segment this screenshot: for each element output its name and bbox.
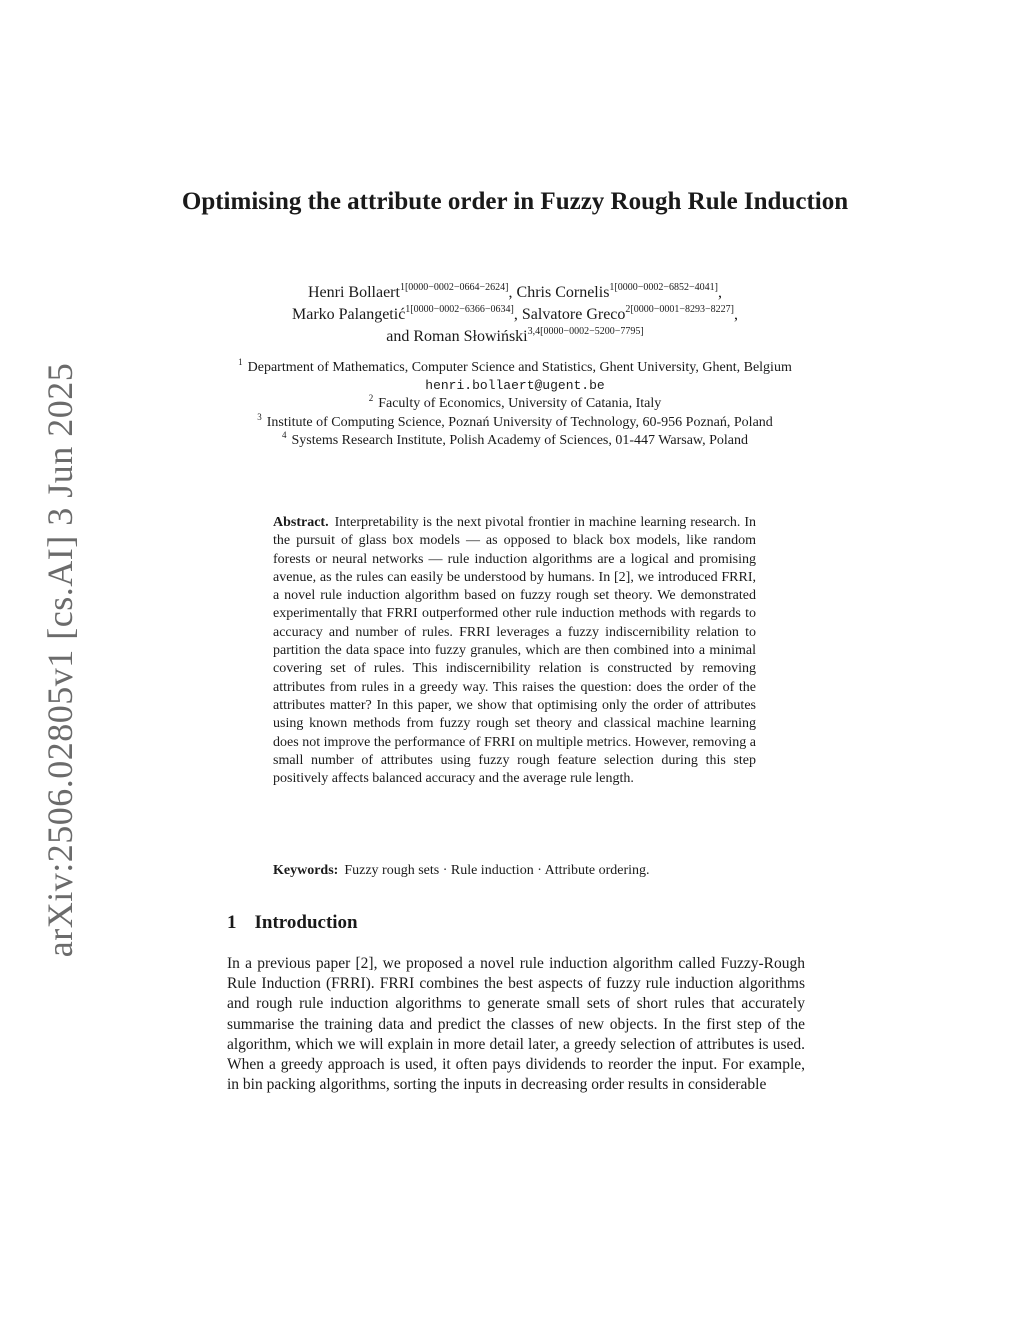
keywords-label: Keywords: [273, 863, 339, 878]
affiliation-item: $^2$ Faculty of Economics, University of Catania, Italy [368, 393, 662, 412]
affiliation-number: 1 [238, 357, 243, 367]
section-number: 1 [227, 912, 237, 933]
affiliation-list [225, 359, 805, 450]
section-title: Introduction [254, 912, 358, 933]
author-orcid: 1[0000−0002−6366−0634] [405, 304, 514, 315]
affiliation-number: 3 [257, 411, 262, 422]
author-name: Henri Bollaert [307, 284, 400, 301]
author-orcid: 3,4[0000−0002−5200−7795] [527, 326, 644, 337]
abstract [273, 514, 756, 788]
introduction-paragraph: In a previous paper [2], we proposed a novel rule induction algorithm called Fuzzy-Rough Rule Induction (FRRI). FRRI combines the best aspects of fuzzy rule induction algorithms and rough rule induction algorithms to generate small sets of short rules that accurately summarise the training data and predict the classes of new objects. In the first step of the algorithm, which we will explain in more detail later, a greedy selection of attributes is used. When a greedy approach is used, it often pays dividends to reorder the input. For example, in bin packing algorithms, sorting the inputs in decreasing order results in considerable [227, 955, 805, 1094]
affiliation-item: $^4$ Systems Research Institute, Polish Academy of Sciences, 01-447 Warsaw, Poland [281, 429, 749, 448]
affiliation-item: $^3$ Institute of Computing Science, Poznań University of Technology, 60-956 Poznań, Poland [257, 411, 773, 430]
author-orcid: 1[0000−0002−0664−2624] [399, 282, 509, 293]
paper-title: Optimising the attribute order in Fuzzy Rough Rule Induction [181, 188, 849, 215]
author-orcid: 1[0000−0002−6852−4041] [609, 282, 719, 293]
author-name: Salvatore Greco [521, 306, 626, 323]
author-email: henri.bollaert@ugent.be [425, 378, 605, 394]
author-orcid: 2[0000−0001−8293−8227] [625, 304, 734, 315]
affiliation-item: $^1$ Department of Mathematics, Computer Science and Statistics, Ghent University, Ghent, Belgium henri.bollaert@ugent.be [238, 357, 792, 394]
arxiv-identifier: arXiv:2506.02805v1 [cs.AI] 3 Jun 2025 [40, 362, 80, 958]
author-name: Chris Cornelis [516, 284, 610, 301]
affiliation-number: 2 [368, 393, 374, 404]
author-list: Henri Bollaert$^{1[0000-0002-0664-2624]}$, Chris Cornelis$^{1[0000-0002-6852-4041]}$, Marko Palangetić$^{1[0000-0002-6366-0634]}$, Salvatore Greco$^{2[0000-0001-8293-8227]}$, and Roman Słowiński$^{3,4[0000-0002-5200-7795]}$ [292, 282, 738, 345]
abstract-text: Interpretability is the next pivotal frontier in machine learning research. In the pursuit of glass box models — as opposed to black box models, like random forests or neural networks — rule induction algorithms are a logical and promising avenue, as the rules can easily be understood by humans. In [2], we introduced FRRI, a novel rule induction algorithm based on fuzzy rough set theory. We demonstrated experimentally that FRRI outperformed other rule induction methods with regards to accuracy and number of rules. FRRI leverages a fuzzy indiscernibility relation to partition the data space into fuzzy granules, which are then combined into a minimal covering set of rules. This indiscernibility relation is constructed by removing attributes from rules in a greedy way. This raises the question: does the order of the attributes matter? In this paper, we show that optimising only the order of attributes using known methods from fuzzy rough set theory and classical machine learning does not improve the performance of FRRI on multiple metrics. However, removing a small number of attributes using fuzzy rough feature selection during this step positively affects balanced accuracy and the average rule length. [273, 515, 756, 787]
author-name: and Roman Słowiński [386, 328, 528, 345]
affiliation-number: 4 [281, 429, 287, 440]
keywords [273, 862, 756, 880]
abstract-label: Abstract. [273, 515, 329, 530]
keywords-text: Fuzzy rough sets · Rule induction · Attribute ordering. [344, 863, 650, 878]
section-heading [227, 912, 358, 934]
author-name: Marko Palangetić [292, 306, 406, 323]
